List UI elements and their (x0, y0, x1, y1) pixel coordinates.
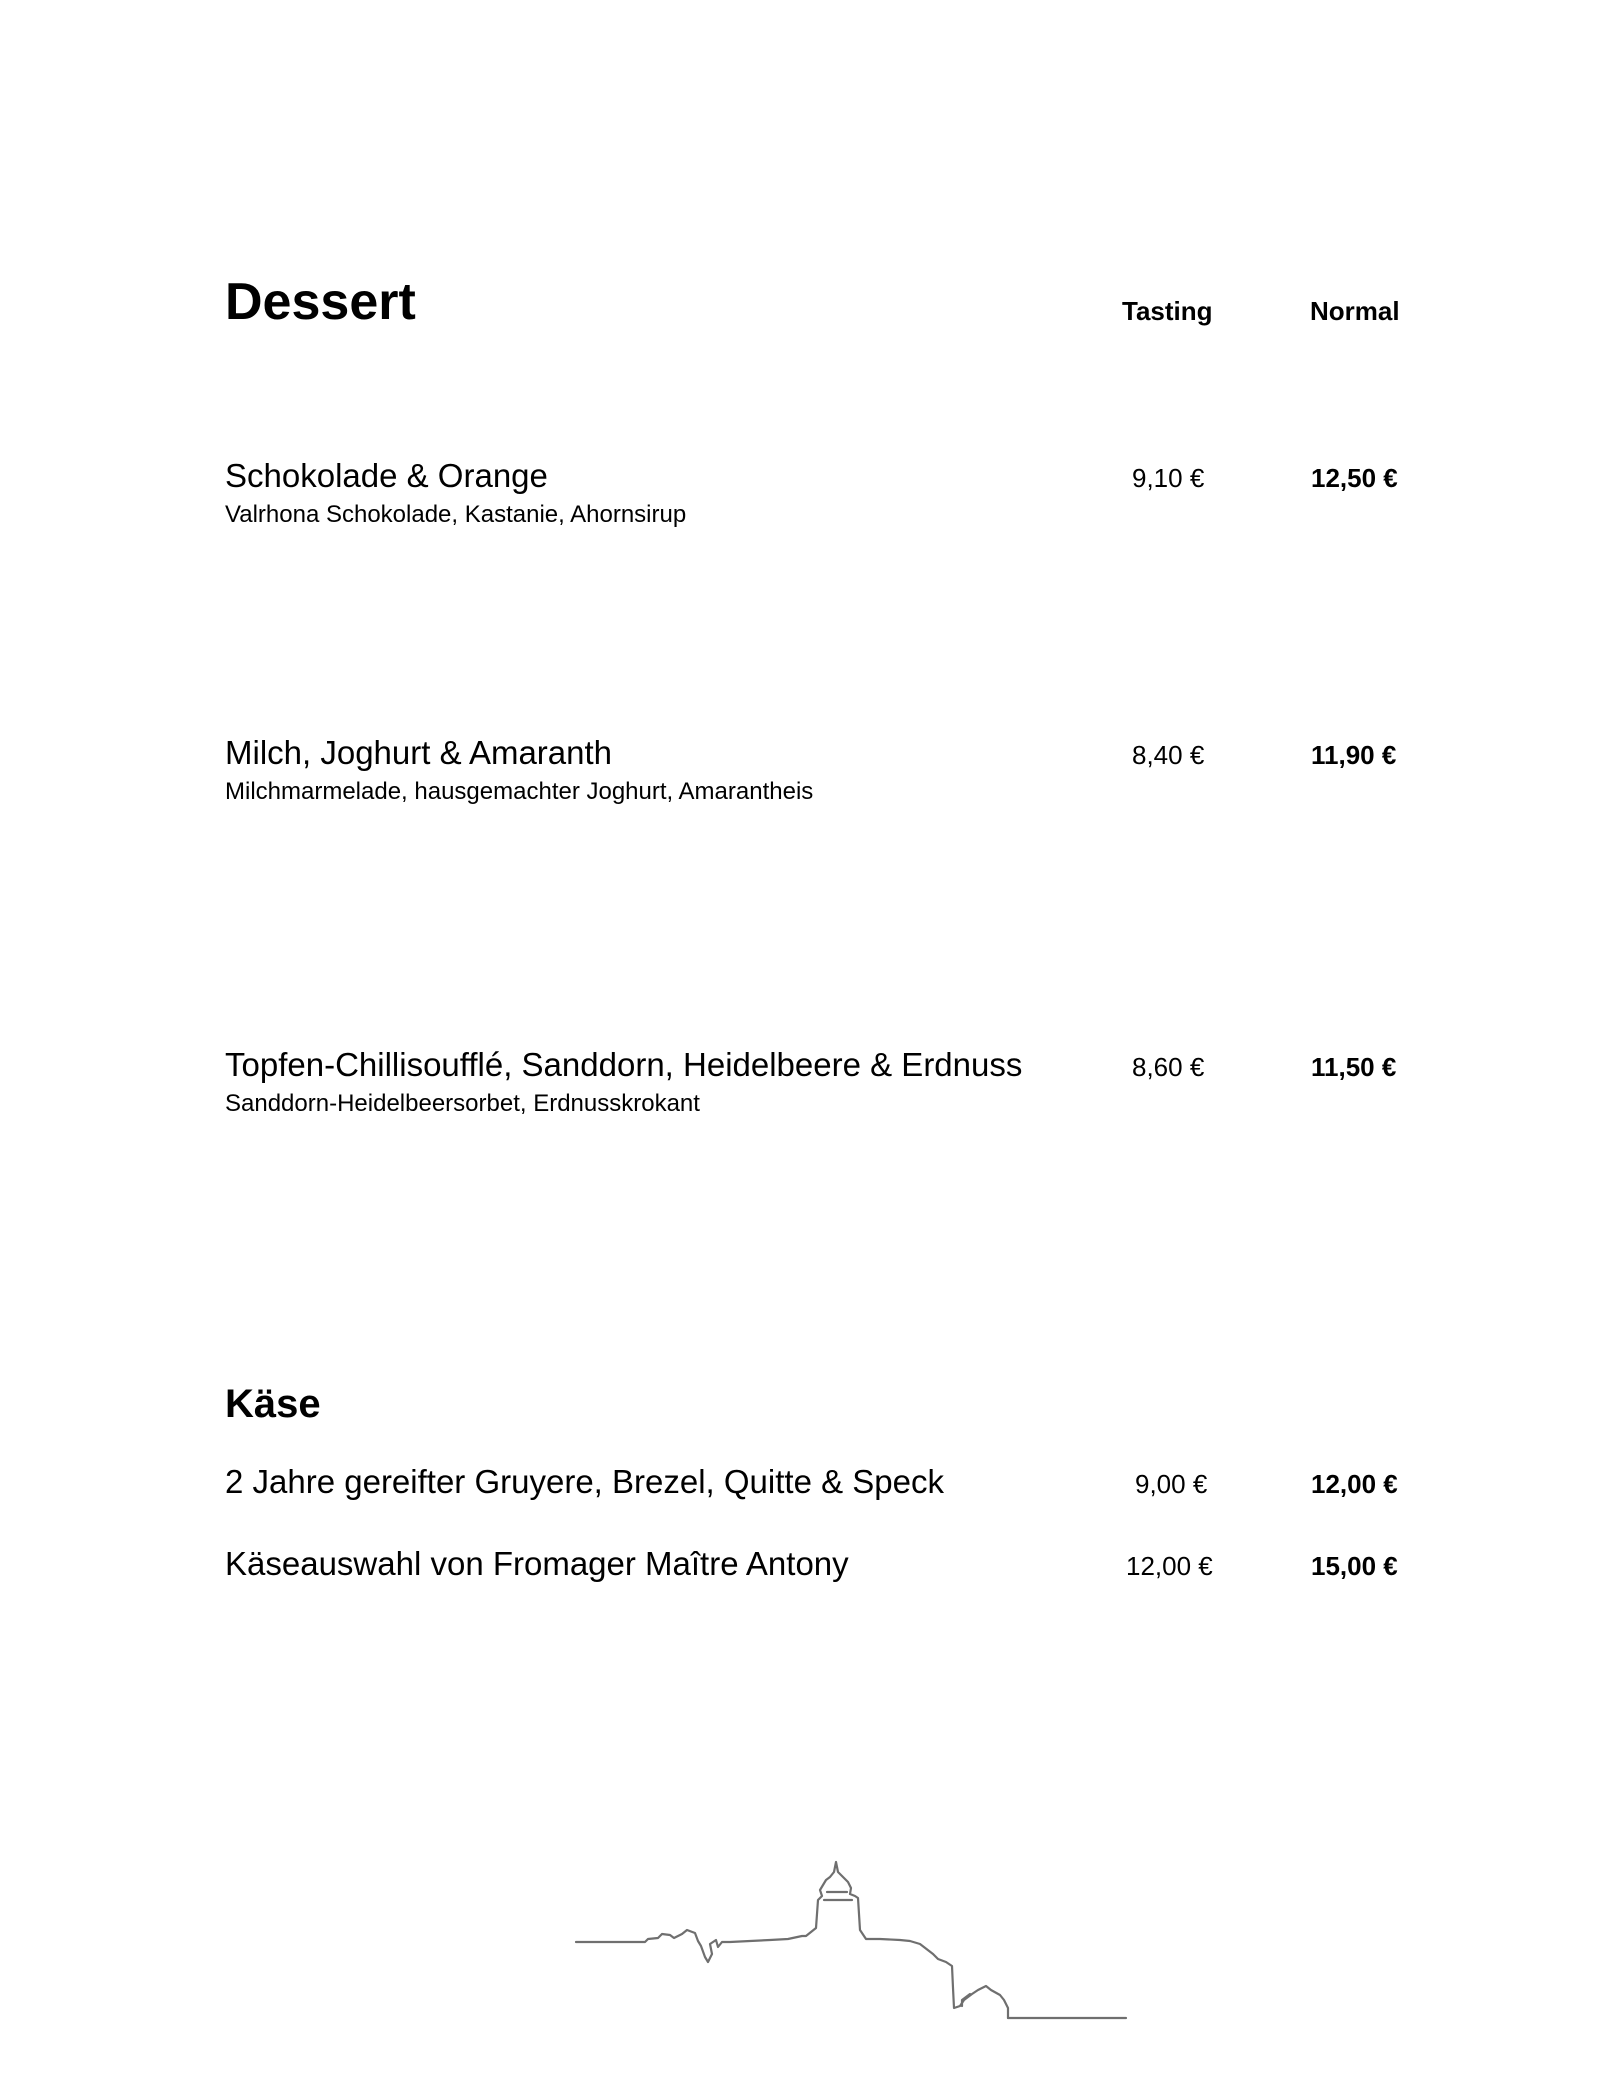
price-tasting: 8,40 € (1132, 740, 1205, 770)
section-title-kaese: Käse (225, 1382, 321, 1426)
menu-item-description: Valrhona Schokolade, Kastanie, Ahornsirup (225, 501, 687, 528)
price-normal: 15,00 € (1311, 1551, 1398, 1581)
menu-item-name: Käseauswahl von Fromager Maître Antony (225, 1545, 849, 1582)
menu-item-name: Topfen-Chillisoufflé, Sanddorn, Heidelbeere & Erdnuss (225, 1046, 1023, 1083)
menu-item-description: Milchmarmelade, hausgemachter Joghurt, Amarantheis (225, 778, 814, 805)
price-tasting: 9,10 € (1132, 463, 1205, 493)
menu-item-name: 2 Jahre gereifter Gruyere, Brezel, Quitte & Speck (225, 1463, 944, 1500)
price-tasting: 8,60 € (1132, 1052, 1205, 1082)
price-tasting: 12,00 € (1126, 1551, 1213, 1581)
price-tasting: 9,00 € (1135, 1469, 1208, 1499)
column-header-normal: Normal (1310, 296, 1400, 326)
menu-item-name: Milch, Joghurt & Amaranth (225, 734, 613, 771)
column-header-tasting: Tasting (1122, 296, 1213, 326)
menu-item-name: Schokolade & Orange (225, 457, 548, 494)
price-normal: 12,00 € (1311, 1469, 1398, 1499)
price-normal: 12,50 € (1311, 463, 1398, 493)
skyline-drawing-icon (570, 1850, 1130, 2030)
price-normal: 11,90 € (1311, 740, 1397, 770)
section-title-dessert: Dessert (225, 273, 416, 331)
menu-item-description: Sanddorn-Heidelbeersorbet, Erdnusskrokant (225, 1090, 700, 1117)
price-normal: 11,50 € (1311, 1052, 1397, 1082)
